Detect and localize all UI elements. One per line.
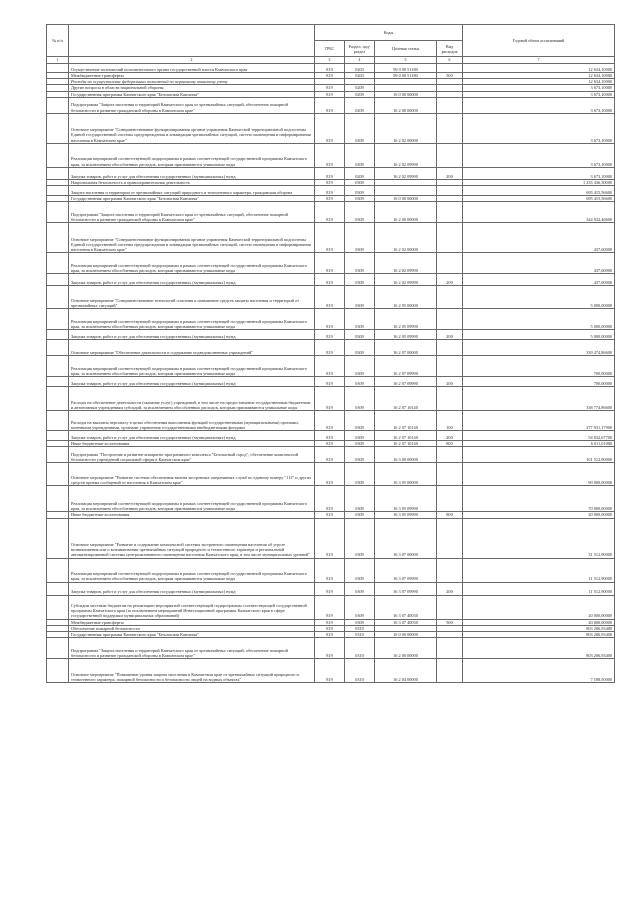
row-amount-cell: 3 673,10000 (463, 113, 615, 143)
row-section-cell: 0203 (345, 73, 375, 79)
row-amount-cell: 700,00000 (463, 377, 615, 387)
table-row (47, 356, 615, 377)
table-row (47, 330, 615, 340)
row-amount-cell: 3 673,10000 (463, 143, 615, 167)
row-name-cell: Основное мероприятие "Развитие и содержание комплексной системы экстренного оповещения населения об угрозе возникновения или о возникновении чрезвычайных ситуаций природного и техногенного характера и региональной автоматизированной системы централизованного оповещения населения Камчатского края, в том числе муниципальных уровней" (69, 518, 315, 558)
table-body (47, 64, 615, 683)
row-grbs-cell: 819 (315, 638, 345, 659)
row-grbs-cell: 819 (315, 377, 345, 387)
row-target-cell: 16 3 00 00000 (375, 447, 437, 463)
table-row (47, 340, 615, 356)
row-name-cell: Закупка товаров, работ и услуг для обеспечения государственных (муниципальных) нужд (69, 582, 315, 595)
row-amount-cell: 1 235 436,30000 (463, 179, 615, 185)
row-amount-cell: 5 000,00000 (463, 286, 615, 309)
table-row (47, 447, 615, 463)
row-target-cell: 99 0 00 51180 (375, 73, 437, 79)
row-number-cell (47, 340, 69, 356)
row-name-cell: Реализация мероприятий соответствующей подпрограммы в рамках соответствующей государственной программы Камчатского края, за исключением обособленных расходов, которым присваиваются уникальные коды (69, 253, 315, 274)
table-row (47, 64, 615, 73)
row-grbs-cell: 819 (315, 223, 345, 253)
row-name-cell: Расходы на осуществление федеральных полномочий по первичному воинскому учету (69, 79, 315, 85)
row-section-cell: 0309 (345, 486, 375, 512)
row-number-cell (47, 659, 69, 683)
row-section-cell: 0309 (345, 619, 375, 625)
row-grbs-cell: 819 (315, 619, 345, 625)
row-name-cell: Субсидии местным бюджетам на реализацию мероприятий соответствующей подпрограммы соответствующей государственной программы Камчатского края (за исключением мероприятий Инвестиционной программы Камчатского края в сфере государственной поддержки муниципальных образований) (69, 595, 315, 619)
row-grbs-cell: 819 (315, 463, 345, 486)
table-row (47, 202, 615, 223)
table-row (47, 186, 615, 196)
row-section-cell: 0309 (345, 595, 375, 619)
row-name-cell: Подпрограмма "Построение и развитие аппаратно-программного комплекса "Безопасный город", обеспечение комплексной безопасности учреждений социальной сферы в Камчатском крае" (69, 447, 315, 463)
row-grbs-cell: 819 (315, 167, 345, 179)
row-amount-cell: 7 188,50000 (463, 659, 615, 683)
row-number-cell (47, 558, 69, 582)
row-name-cell: Защита населения и территории от чрезвычайных ситуаций природного и техногенного характера, гражданская оборона (69, 186, 315, 196)
row-target-cell: 16 3 07 40030 (375, 595, 437, 619)
row-section-cell: 0300 (345, 179, 375, 185)
row-name-cell: Национальная безопасность и правоохранительная деятельность (69, 179, 315, 185)
row-amount-cell: 70 000,00000 (463, 486, 615, 512)
row-amount-cell: 437,60000 (463, 253, 615, 274)
row-name-cell: Реализация мероприятий соответствующей подпрограммы в рамках соответствующей государственной программы Камчатского края, за исключением обособленных расходов, которым присваиваются уникальные коды (69, 356, 315, 377)
header-section: Раздел, под-раздел (345, 41, 375, 57)
table-row (47, 143, 615, 167)
row-amount-cell: 54 832,67700 (463, 431, 615, 441)
row-number-cell (47, 518, 69, 558)
row-name-cell: Межбюджетные трансферты (69, 619, 315, 625)
header-target: Целевая статья (375, 41, 437, 57)
table-row (47, 463, 615, 486)
row-vid-cell: 200 (437, 274, 463, 286)
row-amount-cell: 3 673,10000 (463, 167, 615, 179)
row-number-cell (47, 202, 69, 223)
row-grbs-cell: 819 (315, 330, 345, 340)
table-row (47, 377, 615, 387)
row-vid-cell (437, 387, 463, 411)
row-section-cell: 0309 (345, 309, 375, 330)
header-num: № п/п (47, 25, 69, 57)
row-grbs-cell: 819 (315, 274, 345, 286)
index-cell: 6 (437, 57, 463, 64)
table-row (47, 582, 615, 595)
row-name-cell: Обеспечение пожарной безопасности (69, 625, 315, 631)
row-amount-cell: 803 206,93400 (463, 638, 615, 659)
row-target-cell: 16 2 02 09990 (375, 143, 437, 167)
row-target-cell: 16 2 07 00000 (375, 340, 437, 356)
row-target-cell: 99 0 00 51180 (375, 64, 437, 73)
row-amount-cell: 3 673,10000 (463, 97, 615, 113)
row-grbs-cell: 819 (315, 431, 345, 441)
row-name-cell: Основное мероприятие "Совершенствование функционирования органов управления Камчатской территориальной подсистемы Единой государственной системы предупреждения и ликвидации чрезвычайных ситуаций, систем оповещения и информирования населения в Камчатском крае" (69, 113, 315, 143)
row-target-cell: 16 2 07 09990 (375, 377, 437, 387)
row-grbs-cell: 819 (315, 441, 345, 447)
row-section-cell: 0309 (345, 223, 375, 253)
row-amount-cell: 695 415,56600 (463, 196, 615, 202)
row-number-cell (47, 356, 69, 377)
row-number-cell (47, 595, 69, 619)
row-section-cell: 0310 (345, 625, 375, 631)
row-grbs-cell: 819 (315, 518, 345, 558)
table-row (47, 659, 615, 683)
row-name-cell: Подпрограмма "Защита населения и территорий Камчатского края от чрезвычайных ситуаций, обеспечение пожарной безопасности и развитие гражданской обороны в Камчатском крае" (69, 202, 315, 223)
index-cell: 5 (375, 57, 437, 64)
row-amount-cell: 339 474,86600 (463, 340, 615, 356)
row-vid-cell (437, 558, 463, 582)
row-target-cell: 16 2 07 10140 (375, 431, 437, 441)
row-amount-cell: 803 206,93400 (463, 632, 615, 638)
row-number-cell (47, 274, 69, 286)
header-amount: Годовой объем ассигнований (463, 25, 615, 57)
table-row (47, 286, 615, 309)
row-section-cell: 0309 (345, 447, 375, 463)
row-vid-cell (437, 486, 463, 512)
row-vid-cell: 800 (437, 441, 463, 447)
row-section-cell: 0209 (345, 113, 375, 143)
row-amount-cell: 3 673,10000 (463, 91, 615, 97)
row-target-cell: 16 0 00 00000 (375, 196, 437, 202)
table-row (47, 253, 615, 274)
row-amount-cell: 5 000,00000 (463, 309, 615, 330)
row-section-cell: 0203 (345, 64, 375, 73)
row-number-cell (47, 309, 69, 330)
row-target-cell: 16 2 04 00000 (375, 659, 437, 683)
budget-table (46, 24, 615, 683)
header-vid: Вид расходов (437, 41, 463, 57)
row-target-cell: 16 3 07 09990 (375, 558, 437, 582)
row-grbs-cell: 819 (315, 387, 345, 411)
row-amount-cell: 90 000,00000 (463, 463, 615, 486)
row-amount-cell: 12 634,10000 (463, 73, 615, 79)
row-vid-cell (437, 356, 463, 377)
row-grbs-cell: 819 (315, 91, 345, 97)
row-amount-cell: 12 634,10000 (463, 64, 615, 73)
index-cell: 3 (315, 57, 345, 64)
row-name-cell: Расходы на выплаты персоналу в целях обеспечения выполнения функций государственными (муниципальными) органами, казенными учреждениями, органами управления государственными внебюджетными фондами (69, 411, 315, 431)
row-number-cell (47, 113, 69, 143)
row-number-cell (47, 638, 69, 659)
row-vid-cell (437, 186, 463, 196)
row-amount-cell: 20 000,00000 (463, 512, 615, 518)
row-name-cell: Подпрограмма "Защита населения и территорий Камчатского края от чрезвычайных ситуаций, обеспечение пожарной безопасности и развитие гражданской обороны в Камчатском крае" (69, 638, 315, 659)
row-target-cell: 16 2 05 00000 (375, 286, 437, 309)
table-row (47, 309, 615, 330)
row-name-cell: Закупка товаров, работ и услуг для обеспечения государственных (муниципальных) нужд (69, 377, 315, 387)
row-name-cell: Основное мероприятие "Обеспечение деятельности и содержание подведомственных учреждений" (69, 340, 315, 356)
row-name-cell: Закупка товаров, работ и услуг для обеспечения государственных (муниципальных) нужд (69, 330, 315, 340)
row-target-cell (375, 186, 437, 196)
row-target-cell: 16 2 07 10140 (375, 411, 437, 431)
row-section-cell: 0209 (345, 143, 375, 167)
row-name-cell: Реализация мероприятий соответствующей подпрограммы в рамках соответствующей государственной программы Камчатского края, за исключением обособленных расходов, которым присваиваются уникальные коды (69, 486, 315, 512)
row-name-cell: Иные бюджетные ассигнования (69, 441, 315, 447)
row-amount-cell: 3 673,10000 (463, 85, 615, 91)
row-section-cell: 0309 (345, 518, 375, 558)
row-number-cell (47, 330, 69, 340)
table-row (47, 113, 615, 143)
table-row (47, 595, 615, 619)
index-cell: 7 (463, 57, 615, 64)
row-amount-cell: 6 011,01000 (463, 441, 615, 447)
row-number-cell (47, 143, 69, 167)
row-target-cell: 16 2 00 00000 (375, 638, 437, 659)
row-vid-cell (437, 340, 463, 356)
row-section-cell: 0309 (345, 441, 375, 447)
row-vid-cell (437, 518, 463, 558)
table-row (47, 558, 615, 582)
row-grbs-cell: 819 (315, 595, 345, 619)
row-name-cell: Закупка товаров, работ и услуг для обеспечения государственных (муниципальных) нужд (69, 431, 315, 441)
row-amount-cell: 277 931,17900 (463, 411, 615, 431)
table-row (47, 411, 615, 431)
table-row (47, 518, 615, 558)
row-section-cell: 0309 (345, 202, 375, 223)
row-target-cell: 16 3 05 09990 (375, 512, 437, 518)
row-target-cell: 16 2 00 00000 (375, 202, 437, 223)
row-number-cell (47, 97, 69, 113)
table-row (47, 167, 615, 179)
row-target-cell: 16 2 07 10140 (375, 441, 437, 447)
budget-table-sheet (46, 24, 614, 892)
row-vid-cell (437, 638, 463, 659)
row-grbs-cell: 819 (315, 486, 345, 512)
row-name-cell: Другие вопросы в области национальной обороны (69, 85, 315, 91)
row-name-cell: Реализация мероприятий соответствующей подпрограммы в рамках соответствующей государственной программы Камчатского края, за исключением обособленных расходов, которым присваиваются уникальные коды (69, 309, 315, 330)
table-row (47, 486, 615, 512)
table-row (47, 97, 615, 113)
row-number-cell (47, 582, 69, 595)
row-amount-cell: 338 774,86600 (463, 387, 615, 411)
row-target-cell: 16 2 07 10140 (375, 387, 437, 411)
row-number-cell (47, 486, 69, 512)
header-codes: Коды (315, 25, 463, 41)
row-grbs-cell: 819 (315, 340, 345, 356)
row-grbs-cell: 819 (315, 202, 345, 223)
row-section-cell: 0309 (345, 512, 375, 518)
row-section-cell: 0309 (345, 558, 375, 582)
index-cell: 4 (345, 57, 375, 64)
row-section-cell: 0309 (345, 582, 375, 595)
row-vid-cell: 200 (437, 582, 463, 595)
row-grbs-cell: 819 (315, 558, 345, 582)
row-section-cell: 0309 (345, 387, 375, 411)
table-row (47, 223, 615, 253)
row-section-cell: 0309 (345, 286, 375, 309)
row-vid-cell (437, 253, 463, 274)
row-section-cell: 0309 (345, 196, 375, 202)
row-name-cell: Основное мероприятие "Повышение уровня защиты населения в Камчатском крае от чрезвычайных ситуаций природного и техногенного характера, пожарной безопасности и безопасности людей на водных объектах" (69, 659, 315, 683)
row-section-cell: 0309 (345, 253, 375, 274)
row-amount-cell: 31 512,90000 (463, 518, 615, 558)
row-name-cell: Реализация мероприятий соответствующей подпрограммы в рамках соответствующей государственной программы Камчатского края, за исключением обособленных расходов, которым присваиваются уникальные коды (69, 143, 315, 167)
row-number-cell (47, 167, 69, 179)
row-grbs-cell: 819 (315, 309, 345, 330)
row-section-cell: 0309 (345, 274, 375, 286)
row-section-cell: 0309 (345, 377, 375, 387)
row-section-cell: 0309 (345, 411, 375, 431)
row-name-cell: Основное мероприятие "Развитие системы обеспечения вызова экстренных оперативных служб по единому номеру "112" и других средств приема сообщений от населения в Камчатском крае" (69, 463, 315, 486)
table-row (47, 387, 615, 411)
row-grbs-cell: 819 (315, 632, 345, 638)
row-section-cell: 0310 (345, 632, 375, 638)
row-grbs-cell: 819 (315, 659, 345, 683)
row-section-cell: 0209 (345, 97, 375, 113)
row-amount-cell: 20 000,00000 (463, 595, 615, 619)
row-amount-cell: 437,60000 (463, 274, 615, 286)
row-name-cell: Расходы на обеспечение деятельности (оказание услуг) учреждений, в том числе на предоставление государственным бюджетным и автономным учреждениям субсидий, за исключением обособленных расходов, которым присваиваются уникальные коды (69, 387, 315, 411)
row-name-cell: Основное мероприятие "Совершенствование функционирования органов управления Камчатской территориальной подсистемы Единой государственной системы предупреждения и ликвидации чрезвычайных ситуаций, систем оповещения и информирования населения в Камчатском крае" (69, 223, 315, 253)
row-grbs-cell: 819 (315, 625, 345, 631)
row-section-cell: 0209 (345, 91, 375, 97)
row-vid-cell: 200 (437, 330, 463, 340)
row-target-cell: 16 2 02 09990 (375, 253, 437, 274)
row-section-cell: 0310 (345, 659, 375, 683)
row-number-cell (47, 387, 69, 411)
row-name-cell: Иные бюджетные ассигнования (69, 512, 315, 518)
table-row (47, 638, 615, 659)
row-grbs-cell: 819 (315, 253, 345, 274)
row-target-cell: 16 3 07 09990 (375, 582, 437, 595)
row-target-cell: 16 0 00 00000 (375, 632, 437, 638)
row-name-cell: Осуществление полномочий исполнительного органа государственной власти Камчатского края (69, 64, 315, 73)
row-grbs-cell: 819 (315, 447, 345, 463)
row-target-cell: 16 2 02 09990 (375, 167, 437, 179)
index-cell: 1 (47, 57, 69, 64)
row-amount-cell: 695 415,56600 (463, 186, 615, 196)
row-name-cell: Реализация мероприятий соответствующей подпрограммы в рамках соответствующей государственной программы Камчатского края, за исключением обособленных расходов, которым присваиваются уникальные коды (69, 558, 315, 582)
row-vid-cell (437, 64, 463, 73)
column-index-row (47, 57, 615, 64)
row-number-cell (47, 377, 69, 387)
row-number-cell (47, 286, 69, 309)
row-target-cell: 16 3 07 00000 (375, 518, 437, 558)
row-section-cell: 0309 (345, 186, 375, 196)
row-number-cell (47, 447, 69, 463)
row-vid-cell: 500 (437, 619, 463, 625)
row-section-cell: 0309 (345, 431, 375, 441)
row-target-cell: 16 3 05 09990 (375, 486, 437, 512)
row-target-cell: 16 3 05 00000 (375, 463, 437, 486)
row-vid-cell (437, 113, 463, 143)
row-vid-cell: 800 (437, 512, 463, 518)
row-name-cell: Государственная программа Камчатского края "Безопасная Камчатка" (69, 632, 315, 638)
row-number-cell (47, 223, 69, 253)
table-row (47, 274, 615, 286)
row-amount-cell: 437,60000 (463, 223, 615, 253)
row-target-cell: 16 2 02 00000 (375, 223, 437, 253)
row-amount-cell: 700,00000 (463, 356, 615, 377)
row-target-cell: 16 0 00 00000 (375, 91, 437, 97)
table-header (47, 25, 615, 64)
row-vid-cell (437, 223, 463, 253)
row-section-cell: 0309 (345, 340, 375, 356)
row-vid-cell: 200 (437, 377, 463, 387)
row-number-cell (47, 186, 69, 196)
row-target-cell: 16 2 02 00000 (375, 113, 437, 143)
row-section-cell: 0209 (345, 85, 375, 91)
row-vid-cell: 500 (437, 73, 463, 79)
row-grbs-cell: 819 (315, 356, 345, 377)
row-section-cell: 0309 (345, 330, 375, 340)
row-amount-cell: 12 634,10000 (463, 79, 615, 85)
row-section-cell: 0310 (345, 638, 375, 659)
row-grbs-cell: 819 (315, 582, 345, 595)
row-name-cell: Межбюджетные трансферты (69, 73, 315, 79)
row-name-cell: Государственная программа Камчатского края "Безопасная Камчатка" (69, 196, 315, 202)
row-grbs-cell: 819 (315, 97, 345, 113)
index-cell: 2 (69, 57, 315, 64)
row-grbs-cell: 819 (315, 73, 345, 79)
row-name-cell: Подпрограмма "Защита населения и территорий Камчатского края от чрезвычайных ситуаций, обеспечение пожарной безопасности и развитие гражданской обороны в Камчатском крае" (69, 97, 315, 113)
row-target-cell: 16 2 07 09990 (375, 356, 437, 377)
row-vid-cell (437, 143, 463, 167)
row-grbs-cell: 819 (315, 196, 345, 202)
row-vid-cell (437, 659, 463, 683)
row-amount-cell: 101 512,90000 (463, 447, 615, 463)
row-amount-cell: 20 000,00000 (463, 619, 615, 625)
row-target-cell: 16 2 05 09990 (375, 330, 437, 340)
row-vid-cell (437, 595, 463, 619)
table-row (47, 431, 615, 441)
row-number-cell (47, 463, 69, 486)
row-grbs-cell: 819 (315, 286, 345, 309)
row-vid-cell (437, 202, 463, 223)
row-grbs-cell: 819 (315, 512, 345, 518)
row-grbs-cell: 819 (315, 186, 345, 196)
row-vid-cell (437, 309, 463, 330)
row-grbs-cell: 819 (315, 411, 345, 431)
row-target-cell: 16 2 00 00000 (375, 97, 437, 113)
row-vid-cell (437, 97, 463, 113)
row-vid-cell (437, 447, 463, 463)
row-section-cell: 0309 (345, 463, 375, 486)
row-vid-cell (437, 463, 463, 486)
row-amount-cell: 5 000,00000 (463, 330, 615, 340)
row-vid-cell: 100 (437, 411, 463, 431)
row-grbs-cell: 819 (315, 85, 345, 91)
row-grbs-cell: 819 (315, 113, 345, 143)
row-amount-cell: 11 512,90000 (463, 582, 615, 595)
row-vid-cell: 200 (437, 167, 463, 179)
row-name-cell: Государственная программа Камчатского края "Безопасная Камчатка" (69, 91, 315, 97)
row-target-cell: 16 2 05 09990 (375, 309, 437, 330)
row-number-cell (47, 411, 69, 431)
row-amount-cell: 344 932,46600 (463, 202, 615, 223)
row-grbs-cell: 819 (315, 143, 345, 167)
row-amount-cell: 11 512,90000 (463, 558, 615, 582)
header-grbs: ГРБС (315, 41, 345, 57)
row-grbs-cell: 819 (315, 64, 345, 73)
row-name-cell: Закупка товаров, работ и услуг для обеспечения государственных (муниципальных) нужд (69, 167, 315, 179)
row-vid-cell: 200 (437, 431, 463, 441)
row-section-cell: 0309 (345, 356, 375, 377)
row-number-cell (47, 253, 69, 274)
row-target-cell: 16 3 07 40030 (375, 619, 437, 625)
row-target-cell: 16 2 02 09990 (375, 274, 437, 286)
row-name-cell: Основное мероприятие "Совершенствование технологий спасения и повышение средств защиты населения и территорий от чрезвычайных ситуаций" (69, 286, 315, 309)
row-grbs-cell: 819 (315, 179, 345, 185)
header-name (69, 25, 315, 57)
row-amount-cell: 803 206,93400 (463, 625, 615, 631)
row-name-cell: Закупка товаров, работ и услуг для обеспечения государственных (муниципальных) нужд (69, 274, 315, 286)
row-vid-cell (437, 286, 463, 309)
row-section-cell: 0209 (345, 167, 375, 179)
row-number-cell (47, 64, 69, 73)
row-number-cell (47, 431, 69, 441)
